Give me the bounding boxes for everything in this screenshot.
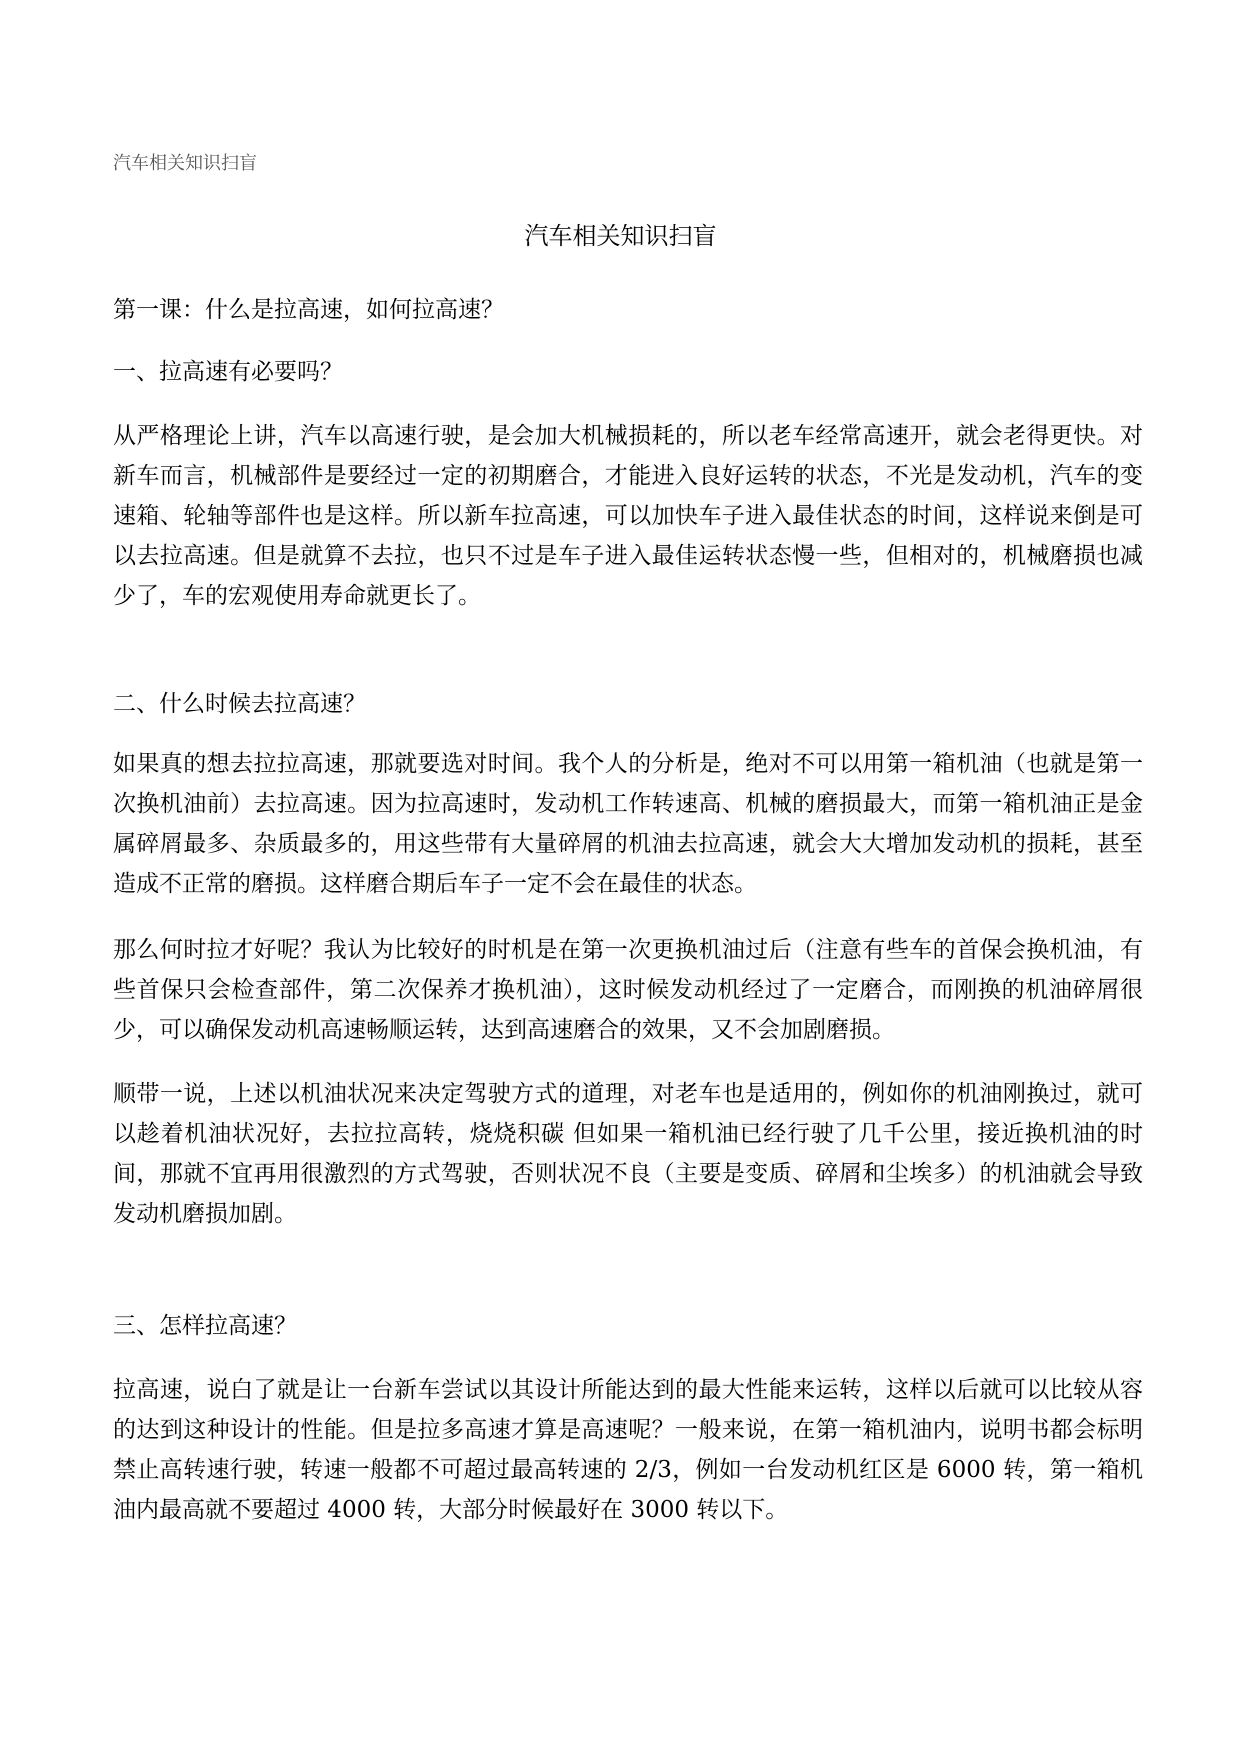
running-header: 汽车相关知识扫盲 bbox=[113, 153, 257, 174]
section-2-paragraph-1: 如果真的想去拉拉高速，那就要选对时间。我个人的分析是，绝对不可以用第一箱机油（也就是第一次换机油前）去拉高速。因为拉高速时，发动机工作转速高、机械的磨损最大，而第一箱机油正是金属碎屑最多、杂质最多的，用这些带有大量碎屑的机油去拉高速，就会大大增加发动机的损耗，甚至造成不正常的磨损。这样磨合期后车子一定不会在最佳的状态。 bbox=[113, 751, 1143, 897]
lesson-title: 第一课：什么是拉高速，如何拉高速？ bbox=[113, 297, 504, 323]
section-2-paragraph-2: 那么何时拉才好呢？我认为比较好的时机是在第一次更换机油过后（注意有些车的首保会换机油，有些首保只会检查部件，第二次保养才换机油），这时候发动机经过了一定磨合，而刚换的机油碎屑很少，可以确保发动机高速畅顺运转，达到高速磨合的效果，又不会加剧磨损。 bbox=[113, 937, 1143, 1043]
section-heading-1: 一、拉高速有必要吗？ bbox=[113, 359, 343, 385]
section-heading-2: 二、什么时候去拉高速？ bbox=[113, 691, 366, 717]
section-2-paragraph-3: 顺带一说，上述以机油状况来决定驾驶方式的道理，对老车也是适用的，例如你的机油刚换过，就可以趁着机油状况好，去拉拉高转，烧烧积碳 但如果一箱机油已经行驶了几千公里，接近换机油的时间，那就不宜再用很激烈的方式驾驶，否则状况不良（主要是变质、碎屑和尘埃多）的机油就会导致发动机磨损加剧。 bbox=[113, 1081, 1143, 1227]
section-1-paragraph-1: 从严格理论上讲，汽车以高速行驶，是会加大机械损耗的，所以老车经常高速开，就会老得更快。对新车而言，机械部件是要经过一定的初期磨合，才能进入良好运转的状态，不光是发动机，汽车的变速箱、轮轴等部件也是这样。所以新车拉高速，可以加快车子进入最佳状态的时间，这样说来倒是可以去拉高速。但是就算不去拉，也只不过是车子进入最佳运转状态慢一些，但相对的，机械磨损也减少了，车的宏观使用寿命就更长了。 bbox=[113, 423, 1143, 609]
section-3-paragraph-1: 拉高速，说白了就是让一台新车尝试以其设计所能达到的最大性能来运转，这样以后就可以比较从容的达到这种设计的性能。但是拉多高速才算是高速呢？一般来说，在第一箱机油内，说明书都会标明禁止高转速行驶，转速一般都不可超过最高转速的 2/3，例如一台发动机红区是 6000 转，第一箱机油内最高就不要超过 4000 转，大部分时候最好在 3000 转以下。 bbox=[113, 1377, 1143, 1523]
document-title: 汽车相关知识扫盲 bbox=[524, 222, 717, 250]
section-heading-3: 三、怎样拉高速？ bbox=[113, 1313, 297, 1339]
